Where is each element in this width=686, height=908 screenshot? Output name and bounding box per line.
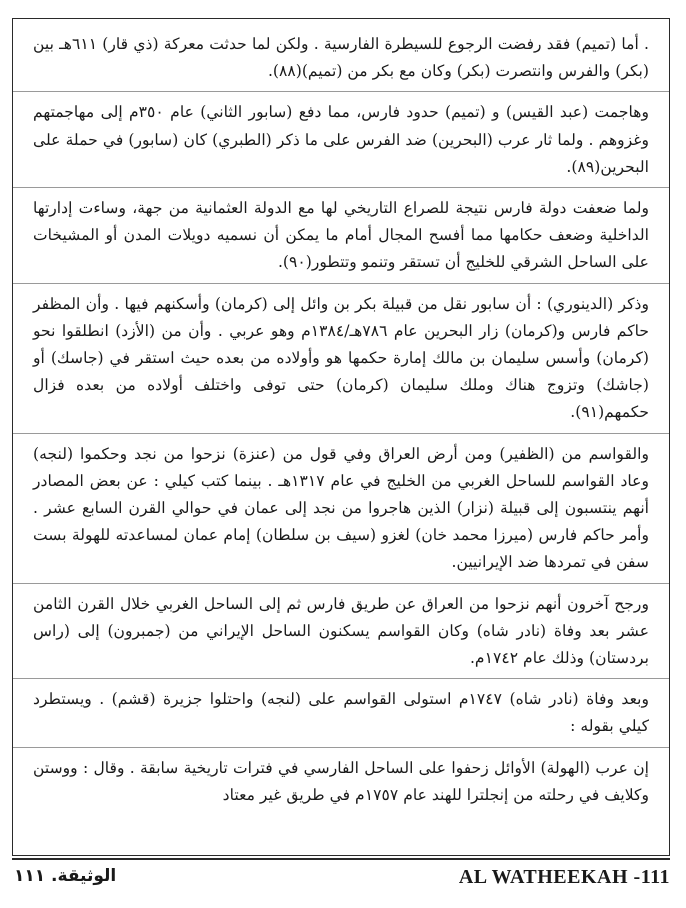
paragraph-8: إن عرب (الهولة) الأوائل زحفوا على الساحل الفارسي في فترات تاريخية سابقة . وقال : ووستن وكلايف في رحلته من إنجلترا للهند عام ١٧٥٧م في طريق غير معتاد [33,758,649,804]
journal-name-arabic: الوثيقة. ١١١ [14,866,117,886]
journal-name-english: AL WATHEEKAH -111 [458,866,670,888]
text-frame [12,18,670,856]
footer-rule [12,858,670,860]
paragraph-divider [13,283,669,284]
paragraph-6: ورجح آخرون أنهم نزحوا من العراق عن طريق فارس ثم إلى الساحل الغربي خلال القرن الثامن عشر بعد وفاة (نادر شاه) وكان القواسم يسكنون الساحل الإيراني من (جمبرون) إلى (راس بردستان) وذلك عام ١٧٤٢م. [33,594,649,668]
paragraph-1: . أما (تميم) فقد رفضت الرجوع للسيطرة الفارسية . ولكن لما حدثت معركة (ذي قار) ٦١١هـ بين (بكر) والفرس وانتصرت (بكر) وكان مع بكر من (تميم)(٨٨). [33,35,649,81]
paragraph-divider [13,433,669,434]
paragraph-divider [13,747,669,748]
paragraph-5: والقواسم من (الظفير) ومن أرض العراق وفي قول من (عنزة) نزحوا من نجد وحكموا (لنجه) وعاد القواسم للساحل الغربي من الخليج في عام ١٣١٧هـ . بينما كتب كيلي : عن بعض المصادر أنهم ينتسبون إلى قبيلة (نزار) الذين هاجروا من نجد إلى عمان في حوالي القرن السابع عشر . وأمر حاكم فارس (ميرزا محمد خان) لغزو (سيف بن سلطان) إمام عمان لمساعدته للهولة بست سفن في تمردها ضد الإيرانيين. [33,444,649,572]
paragraph-3: ولما ضعفت دولة فارس نتيجة للصراع التاريخي لها مع الدولة العثمانية من جهة، وساءت إدارتها الداخلية وضعف حكامها مما أفسح المجال أمام ما يمكن أن نسميه دويلات المدن أو المشيخات على الساحل الشرقي للخليج أن تستقر وتنمو وتتطور(٩٠). [33,199,649,272]
paragraph-divider [13,583,669,584]
paragraph-divider [13,91,669,92]
paragraph-4: وذكر (الدينوري) : أن سابور نقل من قبيلة بكر بن وائل إلى (كرمان) وأسكنهم فيها . وأن المظفر حاكم فارس و(كرمان) زار البحرين عام ٧٨٦هـ/١٣٨٤م وهو عربي . وأن من (الأزد) انطلقوا نحو (كرمان) وأسس سليمان بن مالك إمارة حكمها هو وأولاده من بعده حيث استقر في (جاسك) أو (جاشك) وتزوج هناك وملك سليمان (كرمان) حتى توفى واختلف أولاده من بعده فزال حكمهم(٩١). [33,294,650,422]
paragraph-7: وبعد وفاة (نادر شاه) ١٧٤٧م استولى القواسم على (لنجه) واحتلوا جزيرة (قشم) . ويستطرد كيلي بقوله : [33,690,649,736]
body-text [33,31,649,847]
paragraph-2: وهاجمت (عبد القيس) و (تميم) حدود فارس، مما دفع (سابور الثاني) عام ٣٥٠م إلى مهاجمتهم وغزوهم . ولما ثار عرب (البحرين) ضد الفرس على ما ذكر (الطبري) كان (سابور) في حملة على البحرين(٨٩). [33,103,649,176]
paragraph-divider [13,187,669,188]
paragraph-divider [13,678,669,679]
